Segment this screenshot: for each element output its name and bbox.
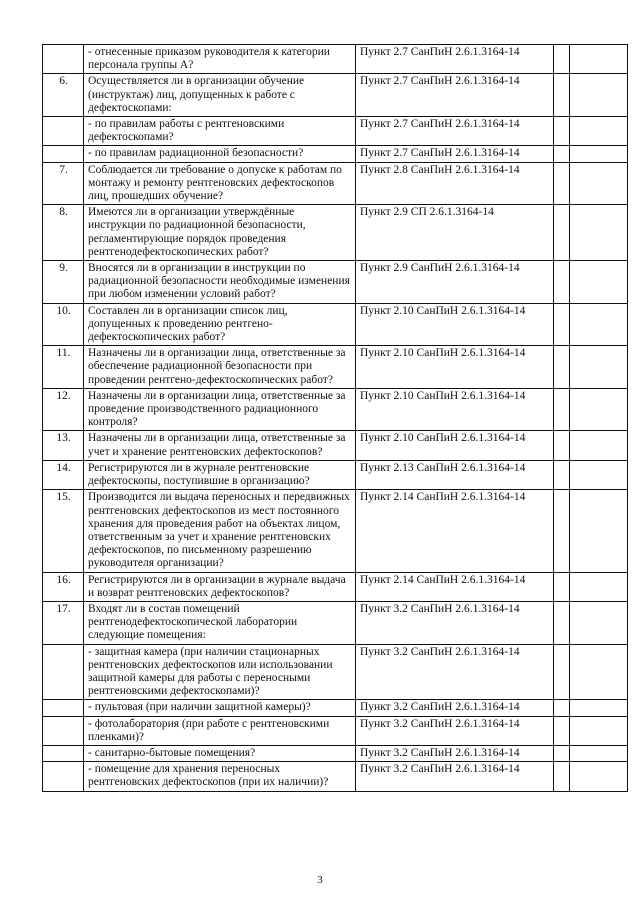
table-row [43,74,628,117]
answer-cell-narrow [554,644,570,700]
reference-cell: Пункт 2.9 СанПиН 2.6.1.3164-14 [356,261,554,304]
question-cell: - по правилам радиационной безопасности? [84,146,356,162]
question-cell: Регистрируются ли в журнале рентгеновские дефектоскопы, поступившие в организацию? [84,460,356,489]
row-number: 17. [43,601,84,644]
reference-cell: Пункт 2.13 СанПиН 2.6.1.3164-14 [356,460,554,489]
question-cell: - по правилам работы с рентгеновскими дефектоскопами? [84,117,356,146]
reference-cell: Пункт 3.2 СанПиН 2.6.1.3164-14 [356,644,554,700]
question-cell: Входят ли в состав помещений рентгенодефектоскопической лаборатории следующие помещения: [84,601,356,644]
question-cell: Вносятся ли в организации в инструкции по радиационной безопасности необходимые изменения при любом изменении условий работ? [84,261,356,304]
answer-cell-narrow [554,601,570,644]
table-row [43,346,628,389]
reference-cell: Пункт 2.14 СанПиН 2.6.1.3164-14 [356,490,554,572]
answer-cell-wide [570,716,628,745]
reference-cell: Пункт 3.2 СанПиН 2.6.1.3164-14 [356,700,554,716]
answer-cell-narrow [554,572,570,601]
reference-cell: Пункт 2.9 СП 2.6.1.3164-14 [356,205,554,261]
table-row [43,572,628,601]
reference-cell: Пункт 2.10 СанПиН 2.6.1.3164-14 [356,303,554,346]
answer-cell-wide [570,460,628,489]
table-row [43,162,628,205]
answer-cell-narrow [554,162,570,205]
answer-cell-wide [570,346,628,389]
reference-cell: Пункт 2.7 СанПиН 2.6.1.3164-14 [356,45,554,74]
answer-cell-wide [570,700,628,716]
answer-cell-wide [570,644,628,700]
answer-cell-wide [570,74,628,117]
question-cell: Назначены ли в организации лица, ответственные за обеспечение радиационной безопасности при проведении рентгено-дефектоскопических работ? [84,346,356,389]
reference-cell: Пункт 2.7 СанПиН 2.6.1.3164-14 [356,117,554,146]
table-row [43,762,628,791]
question-cell: - фотолаборатория (при работе с рентгеновскими пленками)? [84,716,356,745]
table-row [43,490,628,572]
answer-cell-wide [570,601,628,644]
row-number: 10. [43,303,84,346]
row-number: 14. [43,460,84,489]
question-cell: Назначены ли в организации лица, ответственные за проведение производственного радиационного контроля? [84,388,356,431]
question-cell: Регистрируются ли в организации в журнале выдача и возврат рентгеновских дефектоскопов? [84,572,356,601]
table-row [43,146,628,162]
row-number: 11. [43,346,84,389]
row-number [43,700,84,716]
reference-cell: Пункт 2.10 СанПиН 2.6.1.3164-14 [356,431,554,460]
table-row [43,700,628,716]
answer-cell-narrow [554,431,570,460]
answer-cell-narrow [554,716,570,745]
answer-cell-narrow [554,762,570,791]
answer-cell-wide [570,117,628,146]
row-number [43,146,84,162]
answer-cell-narrow [554,117,570,146]
answer-cell-wide [570,431,628,460]
question-cell: Составлен ли в организации список лиц, допущенных к проведению рентгено-дефектоскопических работ? [84,303,356,346]
answer-cell-narrow [554,303,570,346]
question-cell: Осуществляется ли в организации обучение (инструктаж) лиц, допущенных к работе с дефектоскопами: [84,74,356,117]
reference-cell: Пункт 2.8 СанПиН 2.6.1.3164-14 [356,162,554,205]
question-cell: - помещение для хранения переносных рентгеновских дефектоскопов (при их наличии)? [84,762,356,791]
reference-cell: Пункт 3.2 СанПиН 2.6.1.3164-14 [356,762,554,791]
reference-cell: Пункт 2.7 СанПиН 2.6.1.3164-14 [356,74,554,117]
answer-cell-wide [570,146,628,162]
question-cell: - пультовая (при наличии защитной камеры)? [84,700,356,716]
checklist-body [43,45,628,792]
row-number: 8. [43,205,84,261]
answer-cell-wide [570,762,628,791]
answer-cell-wide [570,303,628,346]
table-row [43,644,628,700]
reference-cell: Пункт 2.10 СанПиН 2.6.1.3164-14 [356,388,554,431]
question-cell: Производится ли выдача переносных и передвижных рентгеновских дефектоскопов из мест постоянного хранения для проведения работ на объектах лицом, ответственным за учет и хранение рентгеновских дефектоскопов, по письменному разрешению руководителя организации? [84,490,356,572]
table-row [43,45,628,74]
row-number [43,644,84,700]
row-number [43,45,84,74]
reference-cell: Пункт 3.2 СанПиН 2.6.1.3164-14 [356,716,554,745]
row-number: 15. [43,490,84,572]
question-cell: - санитарно-бытовые помещения? [84,745,356,761]
answer-cell-wide [570,388,628,431]
table-row [43,303,628,346]
table-row [43,460,628,489]
answer-cell-wide [570,572,628,601]
question-cell: Соблюдается ли требование о допуске к работам по монтажу и ремонту рентгеновских дефектоскопов лиц, прошедших обучение? [84,162,356,205]
row-number: 12. [43,388,84,431]
answer-cell-narrow [554,388,570,431]
answer-cell-narrow [554,205,570,261]
checklist-table [42,44,628,792]
row-number [43,745,84,761]
question-cell: - защитная камера (при наличии стационарных рентгеновских дефектоскопов или использовании защитной камеры для работы с переносными рентгеновскими дефектоскопами)? [84,644,356,700]
table-row [43,388,628,431]
row-number: 9. [43,261,84,304]
answer-cell-wide [570,490,628,572]
answer-cell-narrow [554,346,570,389]
question-cell: - отнесенные приказом руководителя к категории персонала группы А? [84,45,356,74]
table-row [43,431,628,460]
answer-cell-wide [570,261,628,304]
question-cell: Имеются ли в организации утверждённые инструкции по радиационной безопасности, регламентирующие порядок проведения рентгенодефектоскопических работ? [84,205,356,261]
answer-cell-wide [570,162,628,205]
row-number: 7. [43,162,84,205]
answer-cell-wide [570,45,628,74]
question-cell: Назначены ли в организации лица, ответственные за учет и хранение рентгеновских дефектоскопов? [84,431,356,460]
answer-cell-narrow [554,45,570,74]
row-number: 16. [43,572,84,601]
table-row [43,716,628,745]
answer-cell-narrow [554,261,570,304]
answer-cell-wide [570,205,628,261]
row-number: 6. [43,74,84,117]
table-row [43,261,628,304]
page-number: 3 [317,874,323,886]
table-row [43,601,628,644]
table-row [43,745,628,761]
reference-cell: Пункт 2.10 СанПиН 2.6.1.3164-14 [356,346,554,389]
row-number [43,762,84,791]
answer-cell-narrow [554,490,570,572]
table-row [43,205,628,261]
answer-cell-narrow [554,146,570,162]
table-row [43,117,628,146]
answer-cell-wide [570,745,628,761]
reference-cell: Пункт 2.14 СанПиН 2.6.1.3164-14 [356,572,554,601]
reference-cell: Пункт 3.2 СанПиН 2.6.1.3164-14 [356,745,554,761]
reference-cell: Пункт 3.2 СанПиН 2.6.1.3164-14 [356,601,554,644]
row-number [43,117,84,146]
row-number [43,716,84,745]
answer-cell-narrow [554,74,570,117]
answer-cell-narrow [554,700,570,716]
reference-cell: Пункт 2.7 СанПиН 2.6.1.3164-14 [356,146,554,162]
answer-cell-narrow [554,745,570,761]
answer-cell-narrow [554,460,570,489]
row-number: 13. [43,431,84,460]
